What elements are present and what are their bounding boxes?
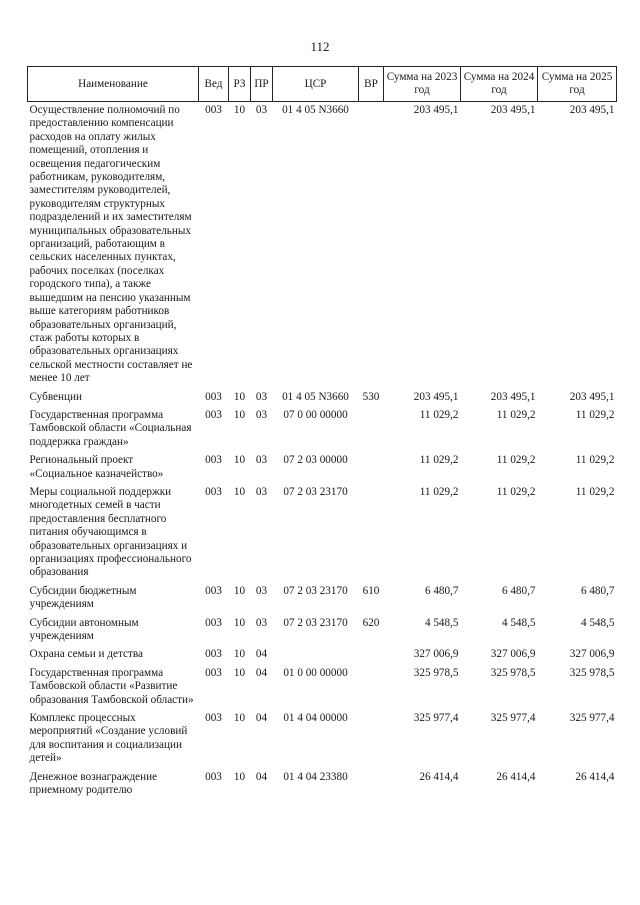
row-name: Государственная программа Тамбовской области «Социальная поддержка граждан» xyxy=(29,408,192,448)
row-name: Субвенции xyxy=(29,390,82,403)
row-name: Субсидии автономным учреждениям xyxy=(29,616,139,643)
row-csr: 01 4 05 N3660 xyxy=(282,390,349,403)
col-header-sum-2023: Сумма на 2023 год xyxy=(384,67,461,102)
row-sum-2025: 4 548,5 xyxy=(580,616,615,629)
row-sum-2024: 11 029,2 xyxy=(496,454,536,467)
table-body xyxy=(28,102,617,801)
row-csr: 01 4 04 23380 xyxy=(283,770,348,783)
col-header-csr: ЦСР xyxy=(273,67,359,102)
row-csr: 01 4 05 N3660 xyxy=(282,104,349,116)
col-header-ved: Вед xyxy=(199,67,229,102)
row-sum-2025: 11 029,2 xyxy=(575,485,615,498)
row-ved: 003 xyxy=(205,390,222,403)
row-pr: 03 xyxy=(255,616,268,629)
row-vr xyxy=(359,102,384,389)
row-pr: 04 xyxy=(255,770,268,783)
row-vr xyxy=(359,407,384,452)
row-ved: 003 xyxy=(205,712,222,725)
row-pr: 04 xyxy=(255,712,268,725)
row-vr: 620 xyxy=(362,616,380,629)
row-ved: 003 xyxy=(205,584,222,597)
row-csr: 01 4 04 00000 xyxy=(283,712,348,725)
row-name: Денежное вознаграждение приемному родителю xyxy=(29,770,158,797)
row-pr: 03 xyxy=(255,104,268,116)
row-sum-2024: 325 977,4 xyxy=(490,712,536,725)
row-csr: 07 0 00 00000 xyxy=(283,408,348,421)
row-ved: 003 xyxy=(205,666,222,679)
row-pr: 04 xyxy=(255,666,268,679)
table-row xyxy=(28,665,617,710)
row-csr xyxy=(273,646,359,664)
row-rz: 10 xyxy=(233,454,246,467)
row-sum-2024: 203 495,1 xyxy=(490,390,536,403)
row-rz: 10 xyxy=(233,648,246,661)
header-row xyxy=(28,67,617,102)
row-sum-2023: 4 548,5 xyxy=(424,616,459,629)
row-vr xyxy=(359,769,384,801)
page-number: 112 xyxy=(310,39,330,54)
col-header-name: Наименование xyxy=(28,67,199,102)
col-header-pr: ПР xyxy=(251,67,273,102)
table-row xyxy=(28,484,617,583)
row-pr: 03 xyxy=(255,408,268,421)
table-row xyxy=(28,710,617,769)
row-name: Субсидии бюджетным учреждениям xyxy=(29,584,137,611)
row-pr: 03 xyxy=(255,584,268,597)
row-sum-2025: 203 495,1 xyxy=(569,390,615,403)
row-ved: 003 xyxy=(205,104,222,116)
row-pr: 03 xyxy=(255,485,268,498)
row-name: Государственная программа Тамбовской области «Развитие образования Тамбовской области» xyxy=(29,666,194,706)
row-sum-2023: 327 006,9 xyxy=(413,648,459,661)
row-sum-2023: 203 495,1 xyxy=(413,390,459,403)
row-sum-2023: 203 495,1 xyxy=(413,104,459,116)
row-sum-2024: 203 495,1 xyxy=(490,104,536,116)
row-vr: 610 xyxy=(362,584,380,597)
row-csr: 07 2 03 23170 xyxy=(283,485,348,498)
row-ved: 003 xyxy=(205,454,222,467)
row-name: Региональный проект «Социальное казначейство» xyxy=(29,454,164,480)
table-row xyxy=(28,407,617,452)
table-row xyxy=(28,102,617,389)
row-vr xyxy=(359,646,384,664)
row-pr: 03 xyxy=(255,390,268,403)
row-csr: 07 2 03 00000 xyxy=(283,454,348,467)
table-row xyxy=(28,615,617,647)
row-sum-2025: 6 480,7 xyxy=(580,584,615,597)
row-sum-2024: 6 480,7 xyxy=(501,584,536,597)
row-sum-2025: 325 977,4 xyxy=(569,712,615,725)
table-row xyxy=(28,646,617,664)
row-sum-2025: 327 006,9 xyxy=(569,648,615,661)
row-vr xyxy=(359,710,384,769)
row-sum-2023: 11 029,2 xyxy=(419,408,459,421)
row-sum-2023: 325 977,4 xyxy=(413,712,459,725)
row-ved: 003 xyxy=(205,770,222,783)
row-ved: 003 xyxy=(205,616,222,629)
col-header-sum-2024: Сумма на 2024 год xyxy=(461,67,538,102)
row-sum-2025: 203 495,1 xyxy=(569,104,615,116)
table-row xyxy=(28,389,617,407)
row-sum-2023: 325 978,5 xyxy=(413,666,459,679)
row-rz: 10 xyxy=(233,390,246,403)
row-sum-2025: 11 029,2 xyxy=(575,454,615,467)
row-rz: 10 xyxy=(233,485,246,498)
row-sum-2025: 325 978,5 xyxy=(569,666,615,679)
col-header-rz: РЗ xyxy=(229,67,251,102)
row-rz: 10 xyxy=(233,666,246,679)
row-sum-2023: 26 414,4 xyxy=(419,770,459,783)
row-pr: 04 xyxy=(255,648,268,661)
col-header-vr: ВР xyxy=(359,67,384,102)
row-vr xyxy=(359,484,384,583)
row-csr: 07 2 03 23170 xyxy=(283,584,348,597)
row-name: Комплекс процессных мероприятий «Создание условий для воспитания и социализации детей» xyxy=(29,712,188,765)
row-sum-2025: 11 029,2 xyxy=(575,408,615,421)
row-sum-2023: 11 029,2 xyxy=(419,454,459,467)
row-rz: 10 xyxy=(233,770,246,783)
row-rz: 10 xyxy=(233,616,246,629)
row-ved: 003 xyxy=(205,485,222,498)
row-rz: 10 xyxy=(233,584,246,597)
row-sum-2024: 327 006,9 xyxy=(490,648,536,661)
table-row xyxy=(28,769,617,801)
row-sum-2023: 6 480,7 xyxy=(424,584,459,597)
row-sum-2024: 26 414,4 xyxy=(496,770,536,783)
table-row xyxy=(28,583,617,615)
row-vr: 530 xyxy=(362,390,380,403)
row-rz: 10 xyxy=(233,712,246,725)
row-sum-2024: 4 548,5 xyxy=(501,616,536,629)
row-name: Меры социальной поддержки многодетных семей в части предоставления бесплатного питания обучающимся в образовательных организациях и организациях профессионального образования xyxy=(29,485,192,579)
table-header xyxy=(28,67,617,102)
row-pr: 03 xyxy=(255,454,268,467)
row-vr xyxy=(359,665,384,710)
row-ved: 003 xyxy=(205,648,222,661)
row-rz: 10 xyxy=(233,408,246,421)
col-header-sum-2025: Сумма на 2025 год xyxy=(538,67,617,102)
budget-table xyxy=(27,66,617,801)
row-sum-2024: 325 978,5 xyxy=(490,666,536,679)
row-ved: 003 xyxy=(205,408,222,421)
row-csr: 07 2 03 23170 xyxy=(283,616,348,629)
row-sum-2024: 11 029,2 xyxy=(496,485,536,498)
row-name: Осуществление полномочий по предоставлению компенсации расходов на оплату жилых помещений, отопления и освещения педагогическим работникам, руководителям, заместителям руководителей, руководителям структурных подразделений и их заместителям муниципальных образовательных организаций, работающим в сельских населенных пунктах, рабочих поселках (поселках городского типа), а также вышедшим на пенсию указанным выше категориям работников образовательных организаций, стаж работы которых в образовательных организациях сельской местности составляет не менее 10 лет xyxy=(29,104,193,385)
table-row xyxy=(28,452,617,484)
row-sum-2025: 26 414,4 xyxy=(575,770,615,783)
row-sum-2024: 11 029,2 xyxy=(496,408,536,421)
row-sum-2023: 11 029,2 xyxy=(419,485,459,498)
row-name: Охрана семьи и детства xyxy=(29,648,143,661)
row-vr xyxy=(359,452,384,484)
row-csr: 01 0 00 00000 xyxy=(283,666,348,679)
row-rz: 10 xyxy=(233,104,246,116)
